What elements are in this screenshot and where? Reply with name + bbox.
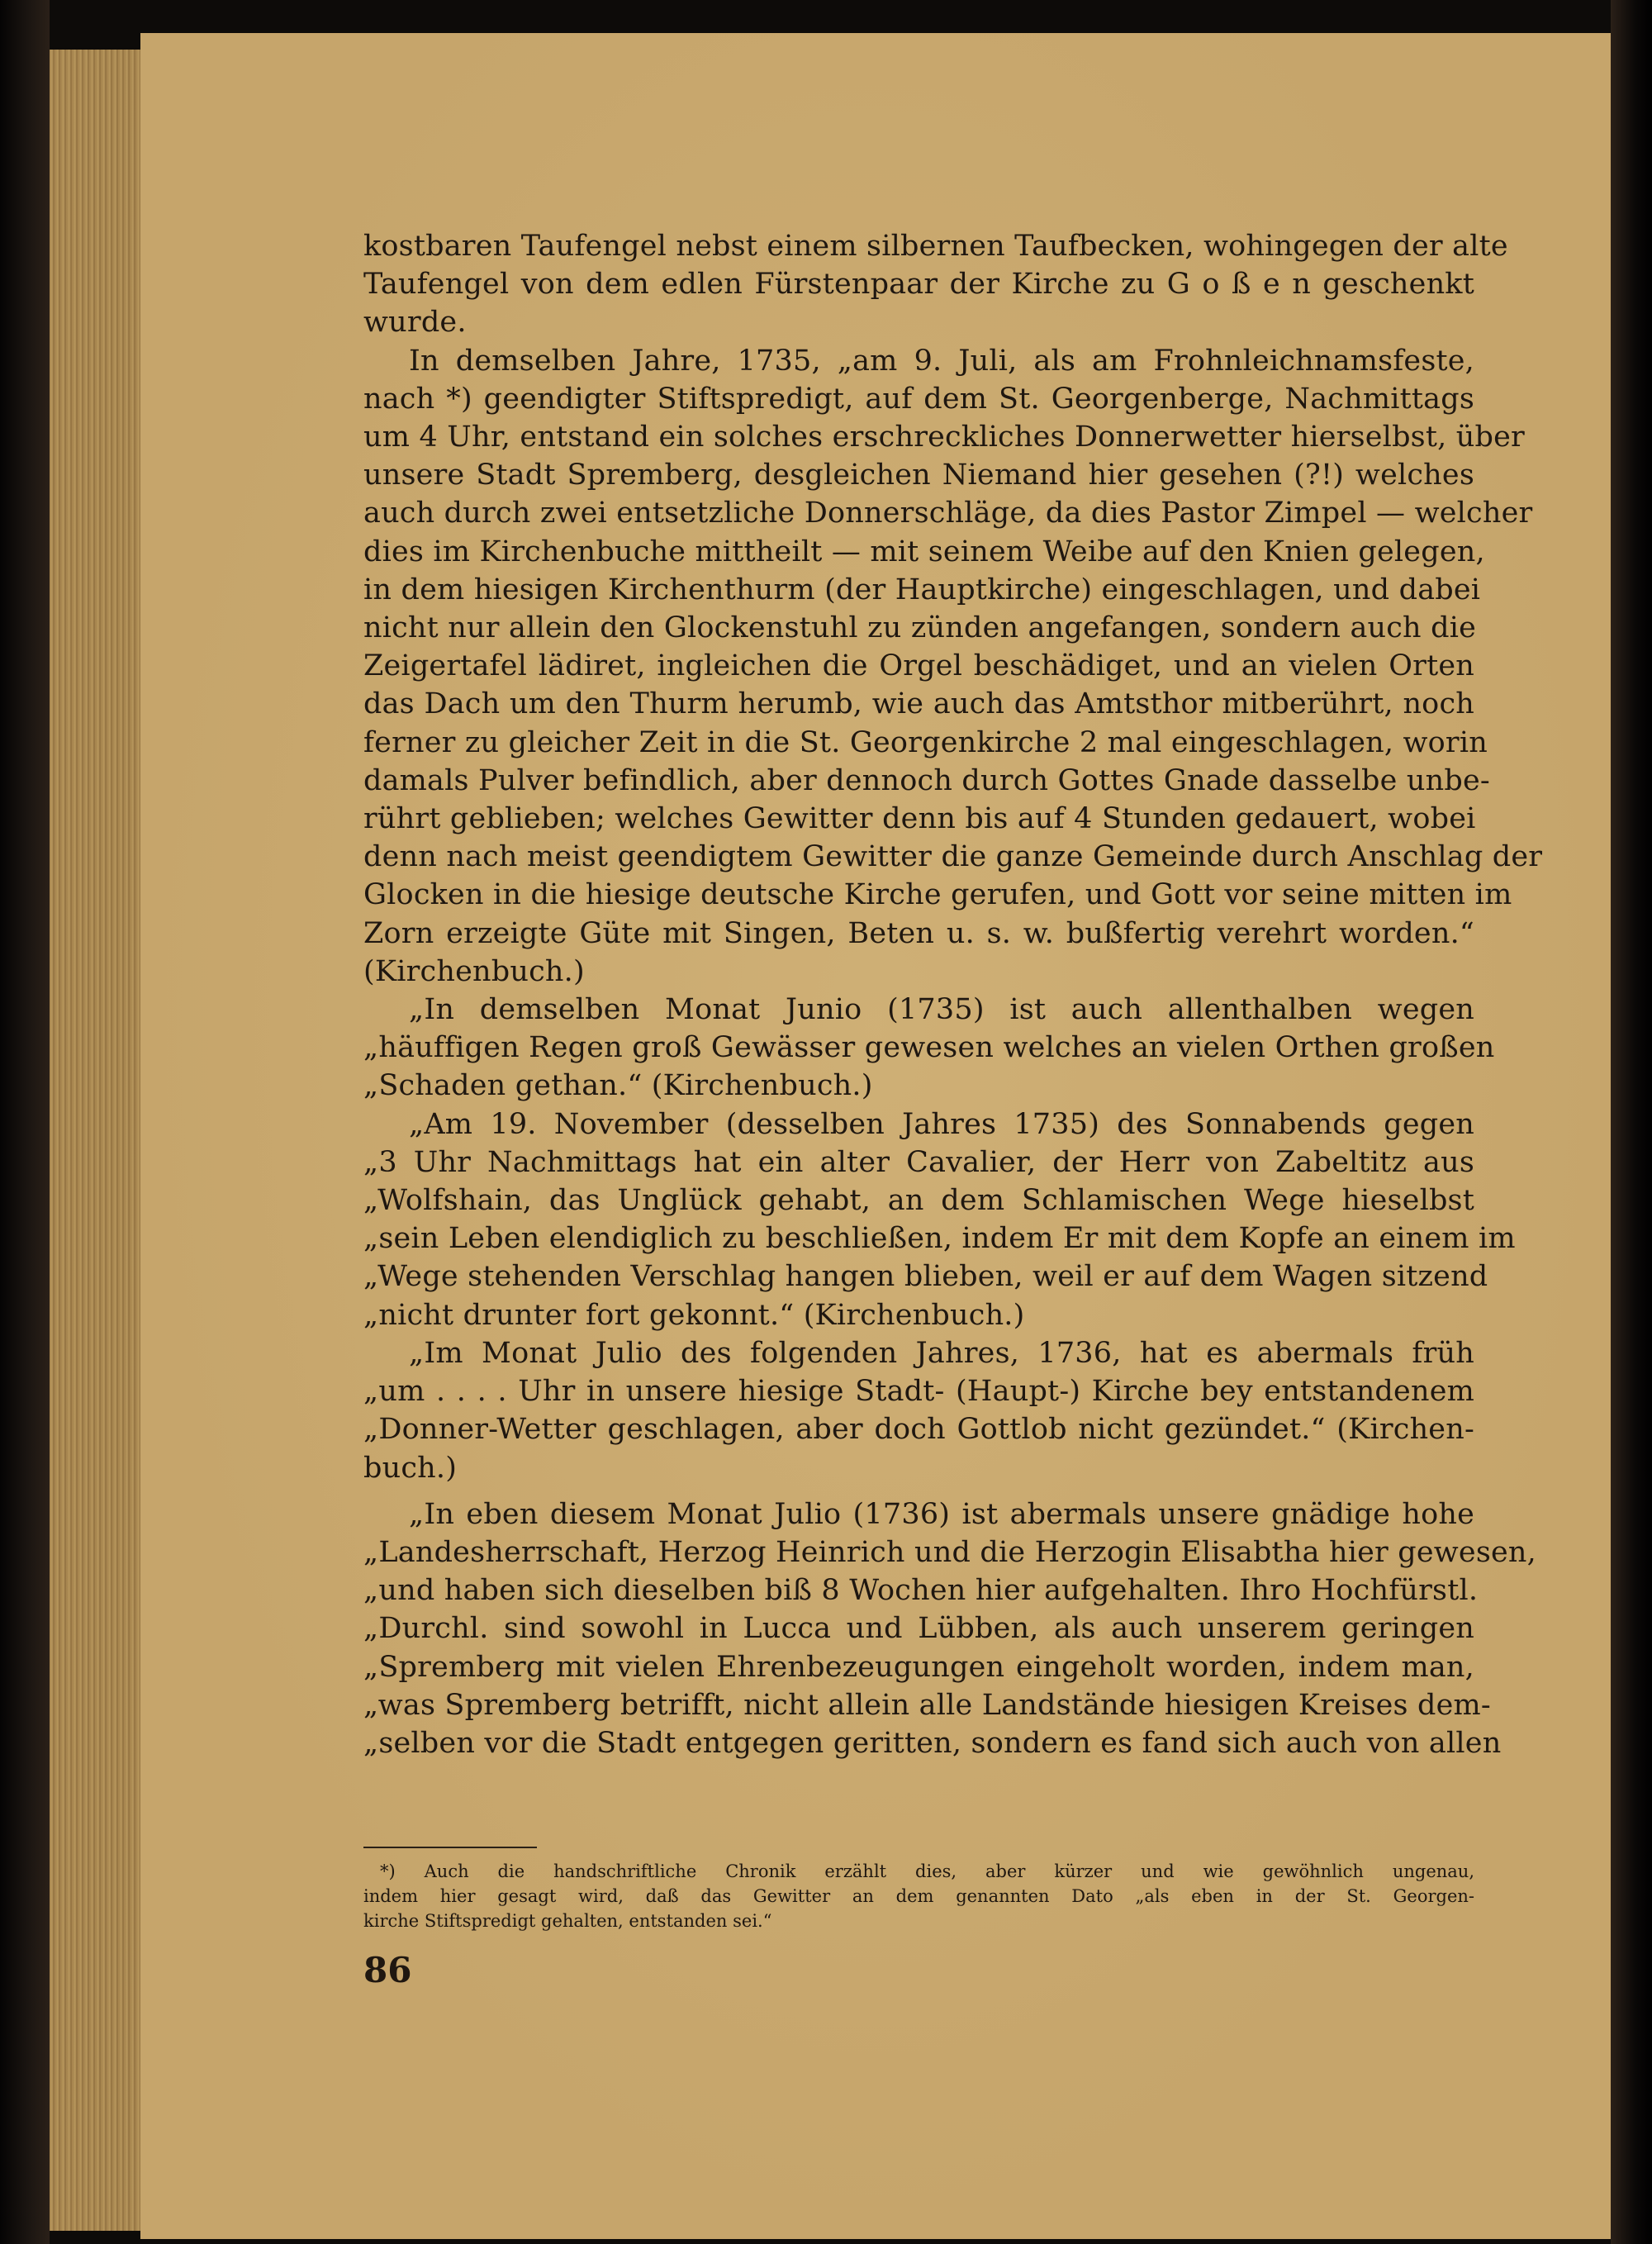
text-line: dies im Kirchenbuche mittheilt — mit seinem Weibe auf den Knien gelegen, [363,535,1485,568]
footnote-line: *) Auch die handschriftliche Chronik erzählt dies, aber kürzer und wie gewöhnlich ungenau, [380,1861,1474,1881]
text-line: wurde. [363,306,467,340]
text-line: „Am 19. November (desselben Jahres 1735) des Sonnabends gegen [409,1107,1474,1141]
text-line: um 4 Uhr, entstand ein solches erschreckliches Donnerwetter hierselbst, über [363,421,1525,454]
text-line: „In eben diesem Monat Julio (1736) ist abermals unsere gnädige hohe [409,1497,1474,1531]
text-line: „Wege stehenden Verschlag hangen blieben, weil er auf dem Wagen sitzend [363,1260,1488,1294]
footnote-divider [363,1847,537,1848]
page-number: 86 [363,1950,412,1990]
text-line: nicht nur allein den Glockenstuhl zu zünden angefangen, sondern auch die [363,611,1477,645]
text-line: „Durchl. sind sowohl in Lucca und Lübben, als auch unserem geringen [363,1612,1474,1646]
text-line: „Donner-Wetter geschlagen, aber doch Gottlob nicht gezündet.“ (Kirchen- [363,1413,1474,1447]
text-line: ferner zu gleicher Zeit in die St. Georgenkirche 2 mal eingeschlagen, worin [363,725,1488,759]
text-line: „nicht drunter fort gekonnt.“ (Kirchenbuch.) [363,1298,1025,1332]
footnote-line: indem hier gesagt wird, daß das Gewitter an dem genannten Dato „als eben in der St. Georgen- [363,1886,1474,1906]
text-line: rührt geblieben; welches Gewitter denn bis auf 4 Stunden gedauert, wobei [363,802,1476,836]
text-line: denn nach meist geendigtem Gewitter die ganze Gemeinde durch Anschlag der [363,840,1543,874]
text-line: „und haben sich dieselben biß 8 Wochen hier aufgehalten. Ihro Hochfürstl. [363,1574,1479,1608]
page-edges [50,50,149,2231]
text-line: Taufengel von dem edlen Fürstenpaar der Kirche zu G o ß e n geschenkt [363,268,1474,302]
text-line: Zeigertafel lädiret, ingleichen die Orgel beschädiget, und an vielen Orten [363,649,1474,683]
text-line: „Schaden gethan.“ (Kirchenbuch.) [363,1069,873,1103]
text-line: „Im Monat Julio des folgenden Jahres, 1736, hat es abermals früh [409,1336,1474,1370]
text-line: unsere Stadt Spremberg, desgleichen Niemand hier gesehen (?!) welches [363,459,1474,492]
footnote-line: kirche Stiftspredigt gehalten, entstanden sei.“ [363,1911,772,1931]
text-line: „sein Leben elendiglich zu beschließen, indem Er mit dem Kopfe an einem im [363,1222,1516,1256]
text-line: „um . . . . Uhr in unsere hiesige Stadt- (Haupt-) Kirche bey entstandenem [363,1375,1474,1409]
text-line: in dem hiesigen Kirchenthurm (der Hauptkirche) eingeschlagen, und dabei [363,573,1481,606]
text-line: buch.) [363,1451,458,1485]
text-line: das Dach um den Thurm herumb, wie auch das Amtsthor mitberührt, noch [363,687,1474,721]
text-line: „3 Uhr Nachmittags hat ein alter Cavalier, der Herr von Zabeltitz aus [363,1145,1474,1179]
book-spine-left [0,0,50,2244]
text-line: „häuffigen Regen groß Gewässer gewesen welches an vielen Orthen großen [363,1031,1495,1065]
text-line: In demselben Jahre, 1735, „am 9. Juli, als am Frohnleichnamsfeste, [409,344,1474,378]
text-line: kostbaren Taufengel nebst einem silbernen Taufbecken, wohingegen der alte [363,230,1508,263]
text-line: (Kirchenbuch.) [363,954,585,988]
text-line: damals Pulver befindlich, aber dennoch durch Gottes Gnade dasselbe unbe- [363,763,1490,797]
text-line: „In demselben Monat Junio (1735) ist auch allenthalben wegen [409,993,1474,1027]
text-line: „Wolfshain, das Unglück gehabt, an dem Schlamischen Wege hieselbst [363,1184,1474,1218]
text-line: „selben vor die Stadt entgegen geritten, sondern es fand sich auch von allen [363,1726,1502,1760]
footnote [363,1859,1474,1933]
book-spine-right [1611,0,1652,2244]
text-line: auch durch zwei entsetzliche Donnerschläge, da dies Pastor Zimpel — welcher [363,497,1533,530]
text-line: Glocken in die hiesige deutsche Kirche gerufen, und Gott vor seine mitten im [363,878,1512,912]
text-line: „Spremberg mit vielen Ehrenbezeugungen eingeholt worden, indem man, [363,1650,1474,1684]
text-line: „was Spremberg betrifft, nicht allein alle Landstände hiesigen Kreises dem- [363,1688,1491,1722]
text-line: nach *) geendigter Stiftspredigt, auf dem St. Georgenberge, Nachmittags [363,382,1474,416]
text-line: Zorn erzeigte Güte mit Singen, Beten u. s. w. bußfertig verehrt worden.“ [363,916,1474,950]
text-line: „Landesherrschaft, Herzog Heinrich und die Herzogin Elisabtha hier gewesen, [363,1535,1536,1569]
body-text [363,227,1543,1762]
